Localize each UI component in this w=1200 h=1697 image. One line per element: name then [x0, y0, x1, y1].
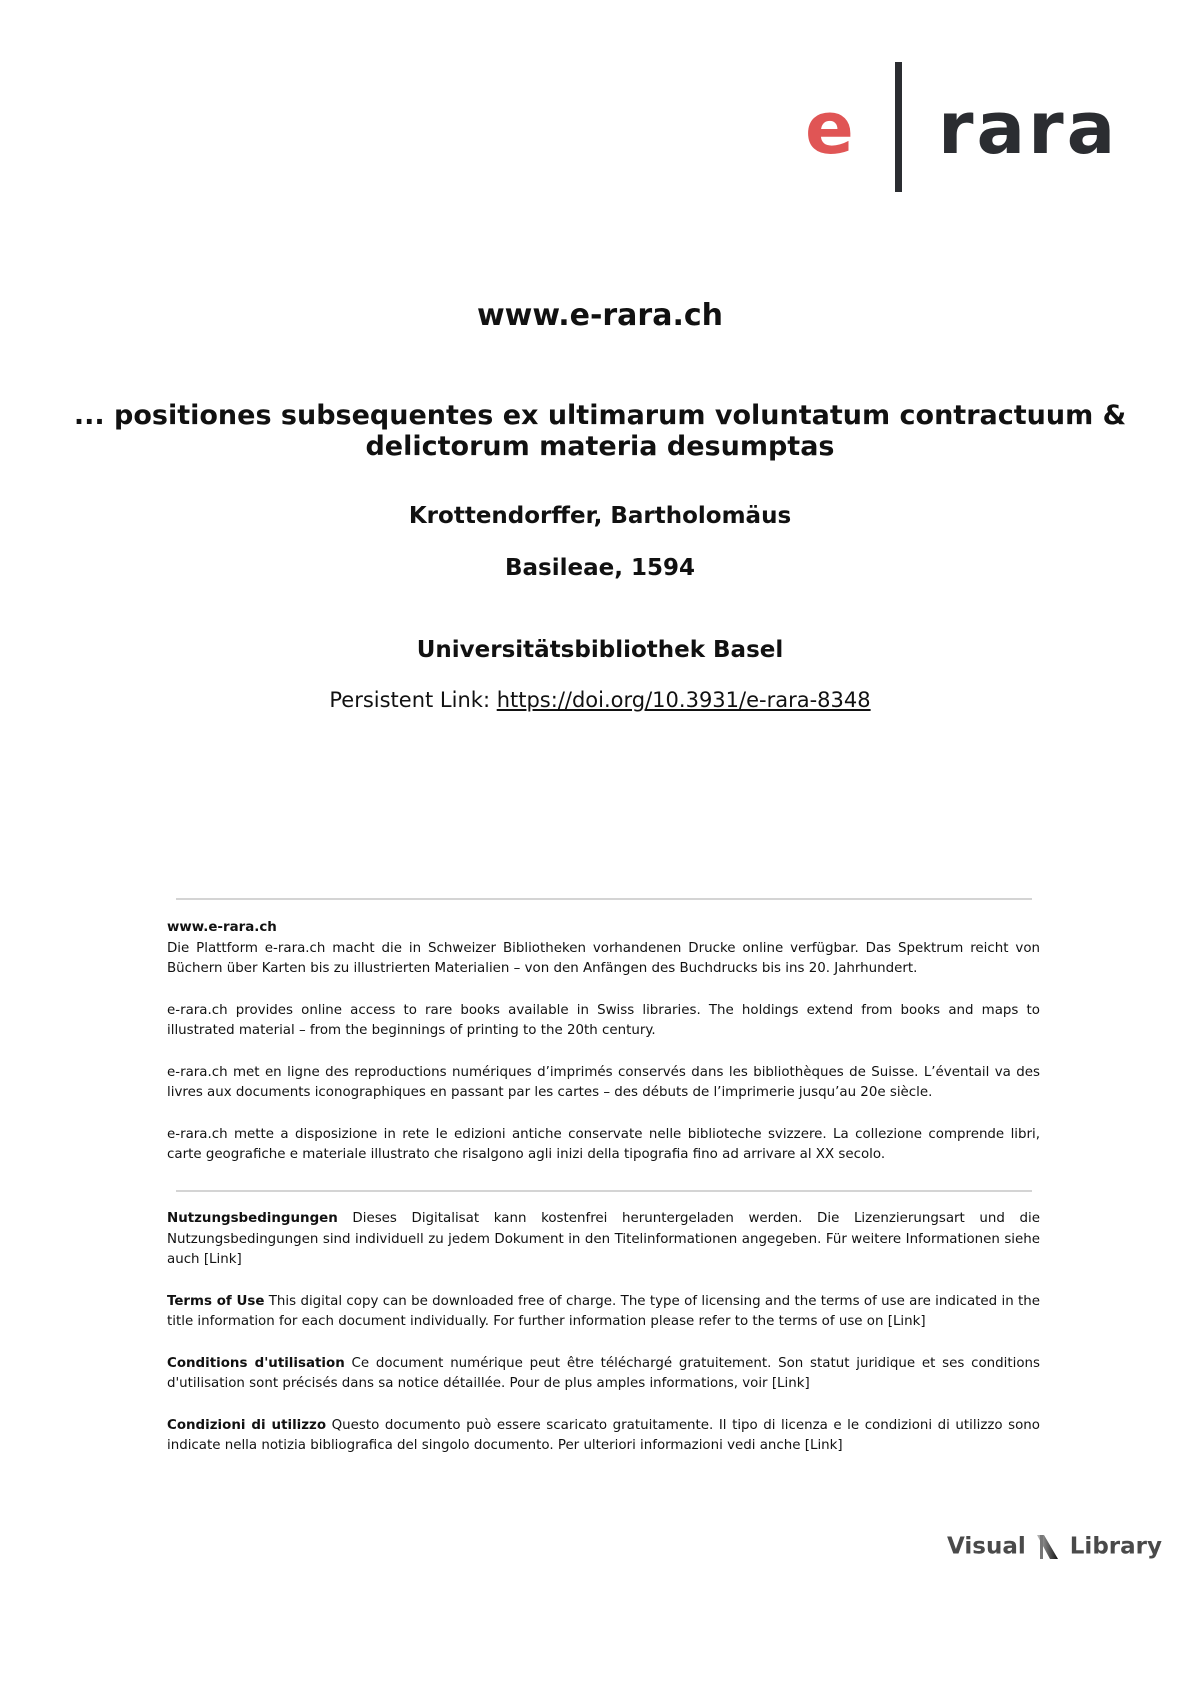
visual-library-right: Library	[1069, 1533, 1162, 1560]
site-title: www.e-rara.ch	[476, 298, 724, 333]
terms-de	[167, 1209, 1040, 1271]
logo-divider	[895, 62, 902, 192]
about-fr: e-rara.ch met en ligne des reproductions numériques d’imprimés conservés dans les bibliothèques de Suisse. L’éventail va des livres aux documents iconographiques en passant par les cartes – des débuts de l’imprimerie jusqu’au 20e siècle.	[167, 1064, 1040, 1100]
terms-it-text: Questo documento può essere scaricato gratuitamente. Il tipo di licenza e le condizioni di utilizzo sono indicate nella notizia bibliografica del singolo documento. Per ulteriori informazioni vedi anche	[167, 1417, 1040, 1453]
terms-fr-text: Ce document numérique peut être téléchargé gratuitement. Son statut juridique et ses conditions d'utilisation sont précisés dans sa notice détaillée. Pour de plus amples informations, voir	[167, 1355, 1040, 1391]
document-title: ... positiones subsequentes ex ultimarum voluntatum contractuum & delictorum materia desumptas	[73, 400, 1127, 462]
logo-rara: rara	[938, 86, 1119, 170]
terms-fr-label: Conditions d'utilisation	[167, 1355, 345, 1371]
visual-library-mark-icon	[1037, 1534, 1059, 1560]
terms-fr	[167, 1354, 1040, 1395]
terms-fr-link[interactable]: [Link]	[771, 1376, 810, 1391]
terms-de-label: Nutzungsbedingungen	[167, 1211, 338, 1226]
terms-de-link[interactable]: [Link]	[203, 1252, 242, 1267]
terms-section	[167, 1209, 1040, 1457]
about-section	[167, 918, 1040, 1166]
logo-e: e	[805, 86, 854, 170]
terms-en-label: Terms of Use	[167, 1293, 265, 1309]
about-de: Die Plattform e-rara.ch macht die in Schweizer Bibliotheken vorhandenen Drucke online verfügbar. Das Spektrum reicht von Büchern über Karten bis zu illustrierten Materialien – von den Anfängen des Buchdrucks bis ins 20. Jahrhundert.	[167, 940, 1040, 976]
holding-library: Universitätsbibliothek Basel	[416, 637, 784, 663]
divider-top	[176, 898, 1032, 900]
about-it: e-rara.ch mette a disposizione in rete le edizioni antiche conservate nelle biblioteche svizzere. La collezione comprende libri, carte geografiche e materiale illustrato che risalgono agli inizi della tipografia fino ad arrivare al XX secolo.	[167, 1126, 1040, 1162]
persistent-link-url[interactable]: https://doi.org/10.3931/e-rara-8348	[496, 688, 871, 712]
terms-de-text: Dieses Digitalisat kann kostenfrei heruntergeladen werden. Die Lizenzierungsart und die Nutzungsbedingungen sind individuell zu jedem Dokument in den Titelinformationen angegeben. Für weitere Informationen siehe auch	[167, 1211, 1040, 1267]
e-rara-logo	[805, 62, 1135, 194]
terms-it-link[interactable]: [Link]	[804, 1438, 843, 1453]
author: Krottendorffer, Bartholomäus	[408, 503, 792, 529]
persistent-link-label: Persistent Link:	[329, 688, 491, 712]
divider-bottom	[176, 1190, 1032, 1192]
terms-en-link[interactable]: [Link]	[887, 1314, 926, 1329]
visual-library-left: Visual	[947, 1533, 1026, 1560]
terms-it-label: Condizioni di utilizzo	[167, 1417, 327, 1433]
terms-en	[167, 1292, 1040, 1333]
terms-it	[167, 1416, 1040, 1457]
imprint: Basileae, 1594	[505, 555, 695, 581]
persistent-link	[0, 688, 1200, 712]
terms-en-text: This digital copy can be downloaded free of charge. The type of licensing and the terms of use are indicated in the title information for each document individually. For further information please refer to the terms of use on	[167, 1293, 1040, 1329]
visual-library-logo	[947, 1533, 1162, 1563]
about-en: e-rara.ch provides online access to rare books available in Swiss libraries. The holdings extend from books and maps to illustrated material – from the beginnings of printing to the 20th century.	[167, 1002, 1040, 1038]
about-heading: www.e-rara.ch	[167, 920, 277, 935]
